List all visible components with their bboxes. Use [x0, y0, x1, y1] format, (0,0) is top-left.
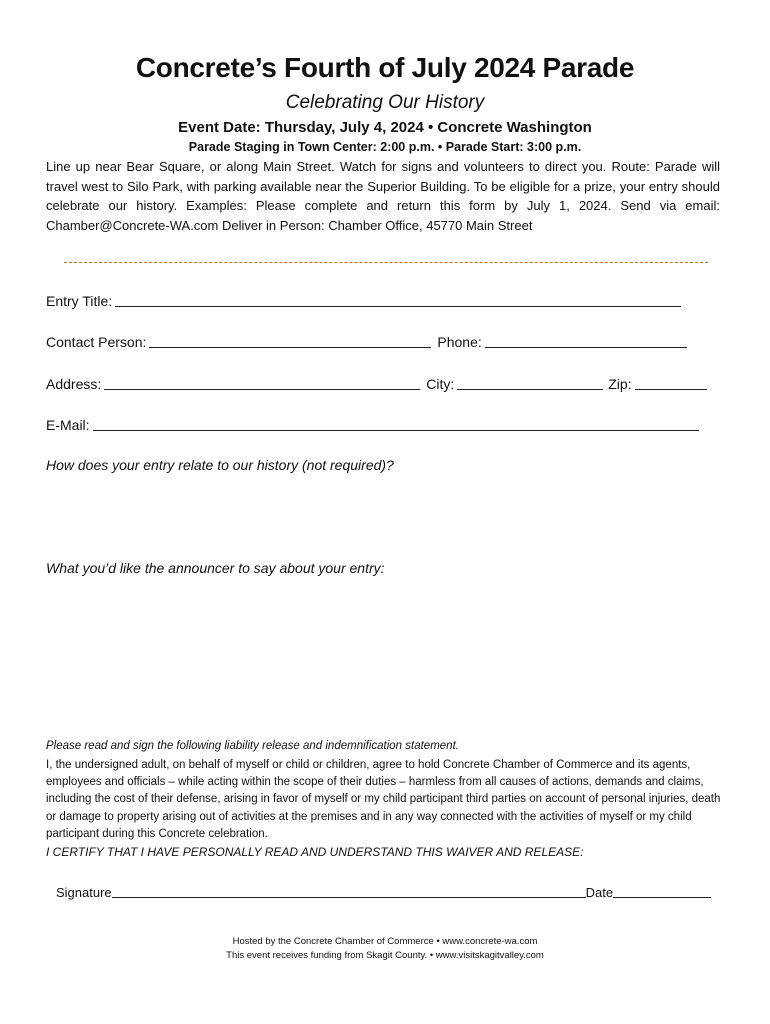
email-row	[46, 416, 699, 433]
footer-funding: This event receives funding from Skagit County. • www.visitskagitvalley.com	[226, 950, 544, 961]
signature-field[interactable]	[112, 883, 586, 898]
footer-host: Hosted by the Concrete Chamber of Commerce • www.concrete-wa.com	[232, 936, 538, 947]
entry-title-label: Entry Title:	[46, 293, 113, 309]
city-label: City:	[426, 376, 455, 392]
zip-field[interactable]	[635, 375, 707, 390]
history-question: How does your entry relate to our history (not required)?	[46, 457, 394, 473]
event-date: Event Date: Thursday, July 4, 2024 • Concrete Washington	[178, 119, 592, 136]
contact-row	[46, 333, 687, 350]
email-label: E-Mail:	[46, 417, 90, 433]
phone-label: Phone:	[437, 334, 482, 350]
dashed-divider	[64, 262, 708, 263]
phone-field[interactable]	[485, 333, 687, 348]
city-field[interactable]	[457, 375, 603, 390]
release-heading: Please read and sign the following liability release and indemnification statement.	[46, 740, 459, 752]
email-field[interactable]	[93, 416, 699, 431]
address-row	[46, 375, 707, 392]
entry-title-field[interactable]	[115, 292, 681, 307]
entry-title-row	[46, 292, 681, 309]
date-field[interactable]	[613, 883, 711, 898]
release-text: I, the undersigned adult, on behalf of myself or child or children, agree to hold Concrete Chamber of Commerce and its agents, employees and officials – while acting within the scope of their duties – harmless from all causes of actions, demands and claims, including the cost of their defense, arising in favor of myself or my child participant third parties on account of personal injuries, death or damage to property arising out of activities at the premises and in any way connected with the activities of myself or my child participant during this Concrete celebration.	[46, 759, 721, 840]
contact-person-field[interactable]	[149, 333, 431, 348]
address-label: Address:	[46, 376, 102, 392]
intro-paragraph: Line up near Bear Square, or along Main Street. Watch for signs and volunteers to direct you. Route: Parade will travel west to Silo Park, with parking available near the Superior Building. To be eligible for a prize, your entry should celebrate our history. Examples: Please complete and return this form by July 1, 2024. Send via email: Chamber@Concrete-WA.com Deliver in Person: Chamber Office, 45770 Main Street	[46, 159, 720, 233]
address-field[interactable]	[104, 375, 420, 390]
staging-times: Parade Staging in Town Center: 2:00 p.m. • Parade Start: 3:00 p.m.	[188, 140, 582, 154]
page-title: Concrete’s Fourth of July 2024 Parade	[135, 52, 635, 83]
signature-label: Signature	[56, 885, 112, 900]
certify-statement: I CERTIFY THAT I HAVE PERSONALLY READ AND UNDERSTAND THIS WAIVER AND RELEASE:	[46, 845, 584, 859]
zip-label: Zip:	[608, 376, 632, 392]
contact-person-label: Contact Person:	[46, 334, 147, 350]
page-subtitle: Celebrating Our History	[285, 92, 485, 113]
date-label: Date	[585, 885, 614, 900]
announcer-question: What you’d like the announcer to say about your entry:	[46, 560, 385, 576]
signature-row	[56, 883, 711, 900]
